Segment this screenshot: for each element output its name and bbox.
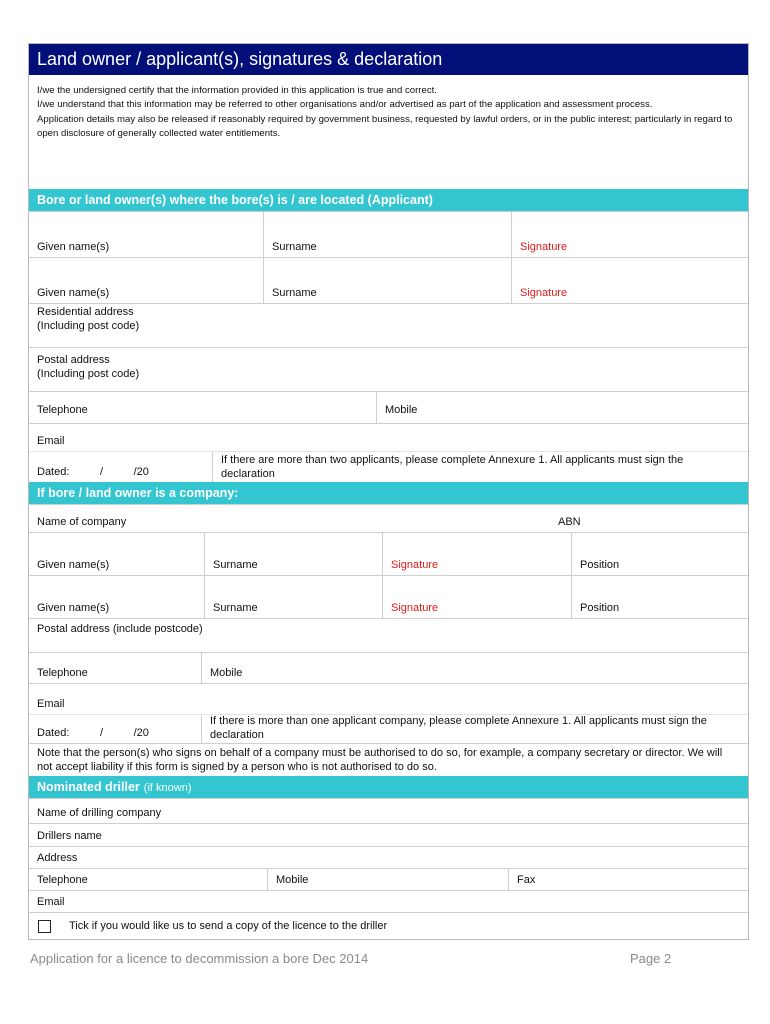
driller-section-header: Nominated driller (if known) (29, 776, 748, 798)
signature-field[interactable]: Signature (511, 258, 748, 303)
declaration-text (29, 75, 748, 189)
position-field[interactable]: Position (571, 576, 748, 618)
surname-field[interactable]: Surname (263, 212, 511, 257)
declaration-line: Application details may also be released if reasonably required by government business, requested by lawful orders, or in the public interest; particularly in regard to open disclosure of generally collected water entitlements. (37, 113, 733, 140)
company-signer-row-1 (29, 532, 748, 575)
fax-field[interactable]: Fax (508, 869, 748, 890)
applicant-row-1 (29, 211, 748, 257)
given-name-field[interactable]: Given name(s) (37, 287, 110, 299)
mobile-field[interactable]: Mobile (201, 653, 748, 683)
surname-field[interactable]: Surname (204, 533, 382, 575)
declaration-form (28, 43, 749, 940)
driller-address-field[interactable]: Address (29, 846, 748, 868)
company-dated-row (29, 714, 748, 743)
dated-field[interactable]: Dated: / /20 (37, 727, 149, 739)
licence-copy-checkbox[interactable] (38, 920, 51, 933)
mobile-field[interactable]: Mobile (267, 869, 508, 890)
position-field[interactable]: Position (571, 533, 748, 575)
page-title: Land owner / applicant(s), signatures & declaration (29, 44, 748, 75)
applicant-email-field[interactable]: Email (29, 423, 748, 451)
telephone-field[interactable]: Telephone (37, 667, 88, 679)
applicant-row-2 (29, 257, 748, 303)
drillers-name-field[interactable]: Drillers name (29, 823, 748, 846)
licence-copy-row (29, 912, 748, 939)
declaration-line: I/we understand that this information may be referred to other organisations and/or advertised as part of the application and assessment process. (37, 99, 653, 111)
surname-field[interactable]: Surname (263, 258, 511, 303)
declaration-line: I/we the undersigned certify that the information provided in this application is true and correct. (37, 85, 437, 96)
mobile-field[interactable]: Mobile (376, 392, 748, 423)
signature-field[interactable]: Signature (382, 576, 571, 618)
applicant-section-header: Bore or land owner(s) where the bore(s) is / are located (Applicant) (29, 189, 748, 211)
page-number: Page 2 (630, 951, 672, 966)
surname-field[interactable]: Surname (204, 576, 382, 618)
given-name-field[interactable]: Given name(s) (37, 559, 110, 571)
company-name-row (29, 504, 748, 532)
abn-field[interactable]: ABN (558, 516, 581, 528)
applicant-phone-row (29, 391, 748, 423)
footer-title: Application for a licence to decommission a bore Dec 2014 (30, 951, 369, 966)
dated-field[interactable]: Dated: / /20 (37, 466, 149, 478)
company-phone-row (29, 652, 748, 683)
authorisation-note: Note that the person(s) who signs on behalf of a company must be authorised to do so, for example, a company secretary or director. We will not accept liability if this form is signed by a person who is not authorised to do so. (29, 743, 748, 776)
residential-address-field[interactable]: Residential address (Including post code) (29, 303, 748, 347)
given-name-field[interactable]: Given name(s) (37, 241, 110, 253)
company-email-field[interactable]: Email (29, 683, 748, 714)
companies-note: If there is more than one applicant company, please complete Annexure 1. All applicants must sign the declaration (201, 715, 748, 743)
driller-phone-row (29, 868, 748, 890)
postal-address-field[interactable]: Postal address (Including post code) (29, 347, 748, 391)
drilling-company-field[interactable]: Name of drilling company (29, 798, 748, 823)
signature-field[interactable]: Signature (511, 212, 748, 257)
company-postal-field[interactable]: Postal address (include postcode) (29, 618, 748, 652)
telephone-field[interactable]: Telephone (37, 874, 88, 886)
company-name-field[interactable]: Name of company (37, 516, 127, 528)
given-name-field[interactable]: Given name(s) (37, 602, 110, 614)
driller-email-field[interactable]: Email (29, 890, 748, 912)
applicant-dated-row (29, 451, 748, 482)
company-section-header: If bore / land owner is a company: (29, 482, 748, 504)
licence-copy-label: Tick if you would like us to send a copy of the licence to the driller (69, 920, 388, 932)
signature-field[interactable]: Signature (382, 533, 571, 575)
company-signer-row-2 (29, 575, 748, 618)
applicants-note: If there are more than two applicants, please complete Annexure 1. All applicants must sign the declaration (212, 452, 748, 482)
telephone-field[interactable]: Telephone (37, 404, 88, 416)
